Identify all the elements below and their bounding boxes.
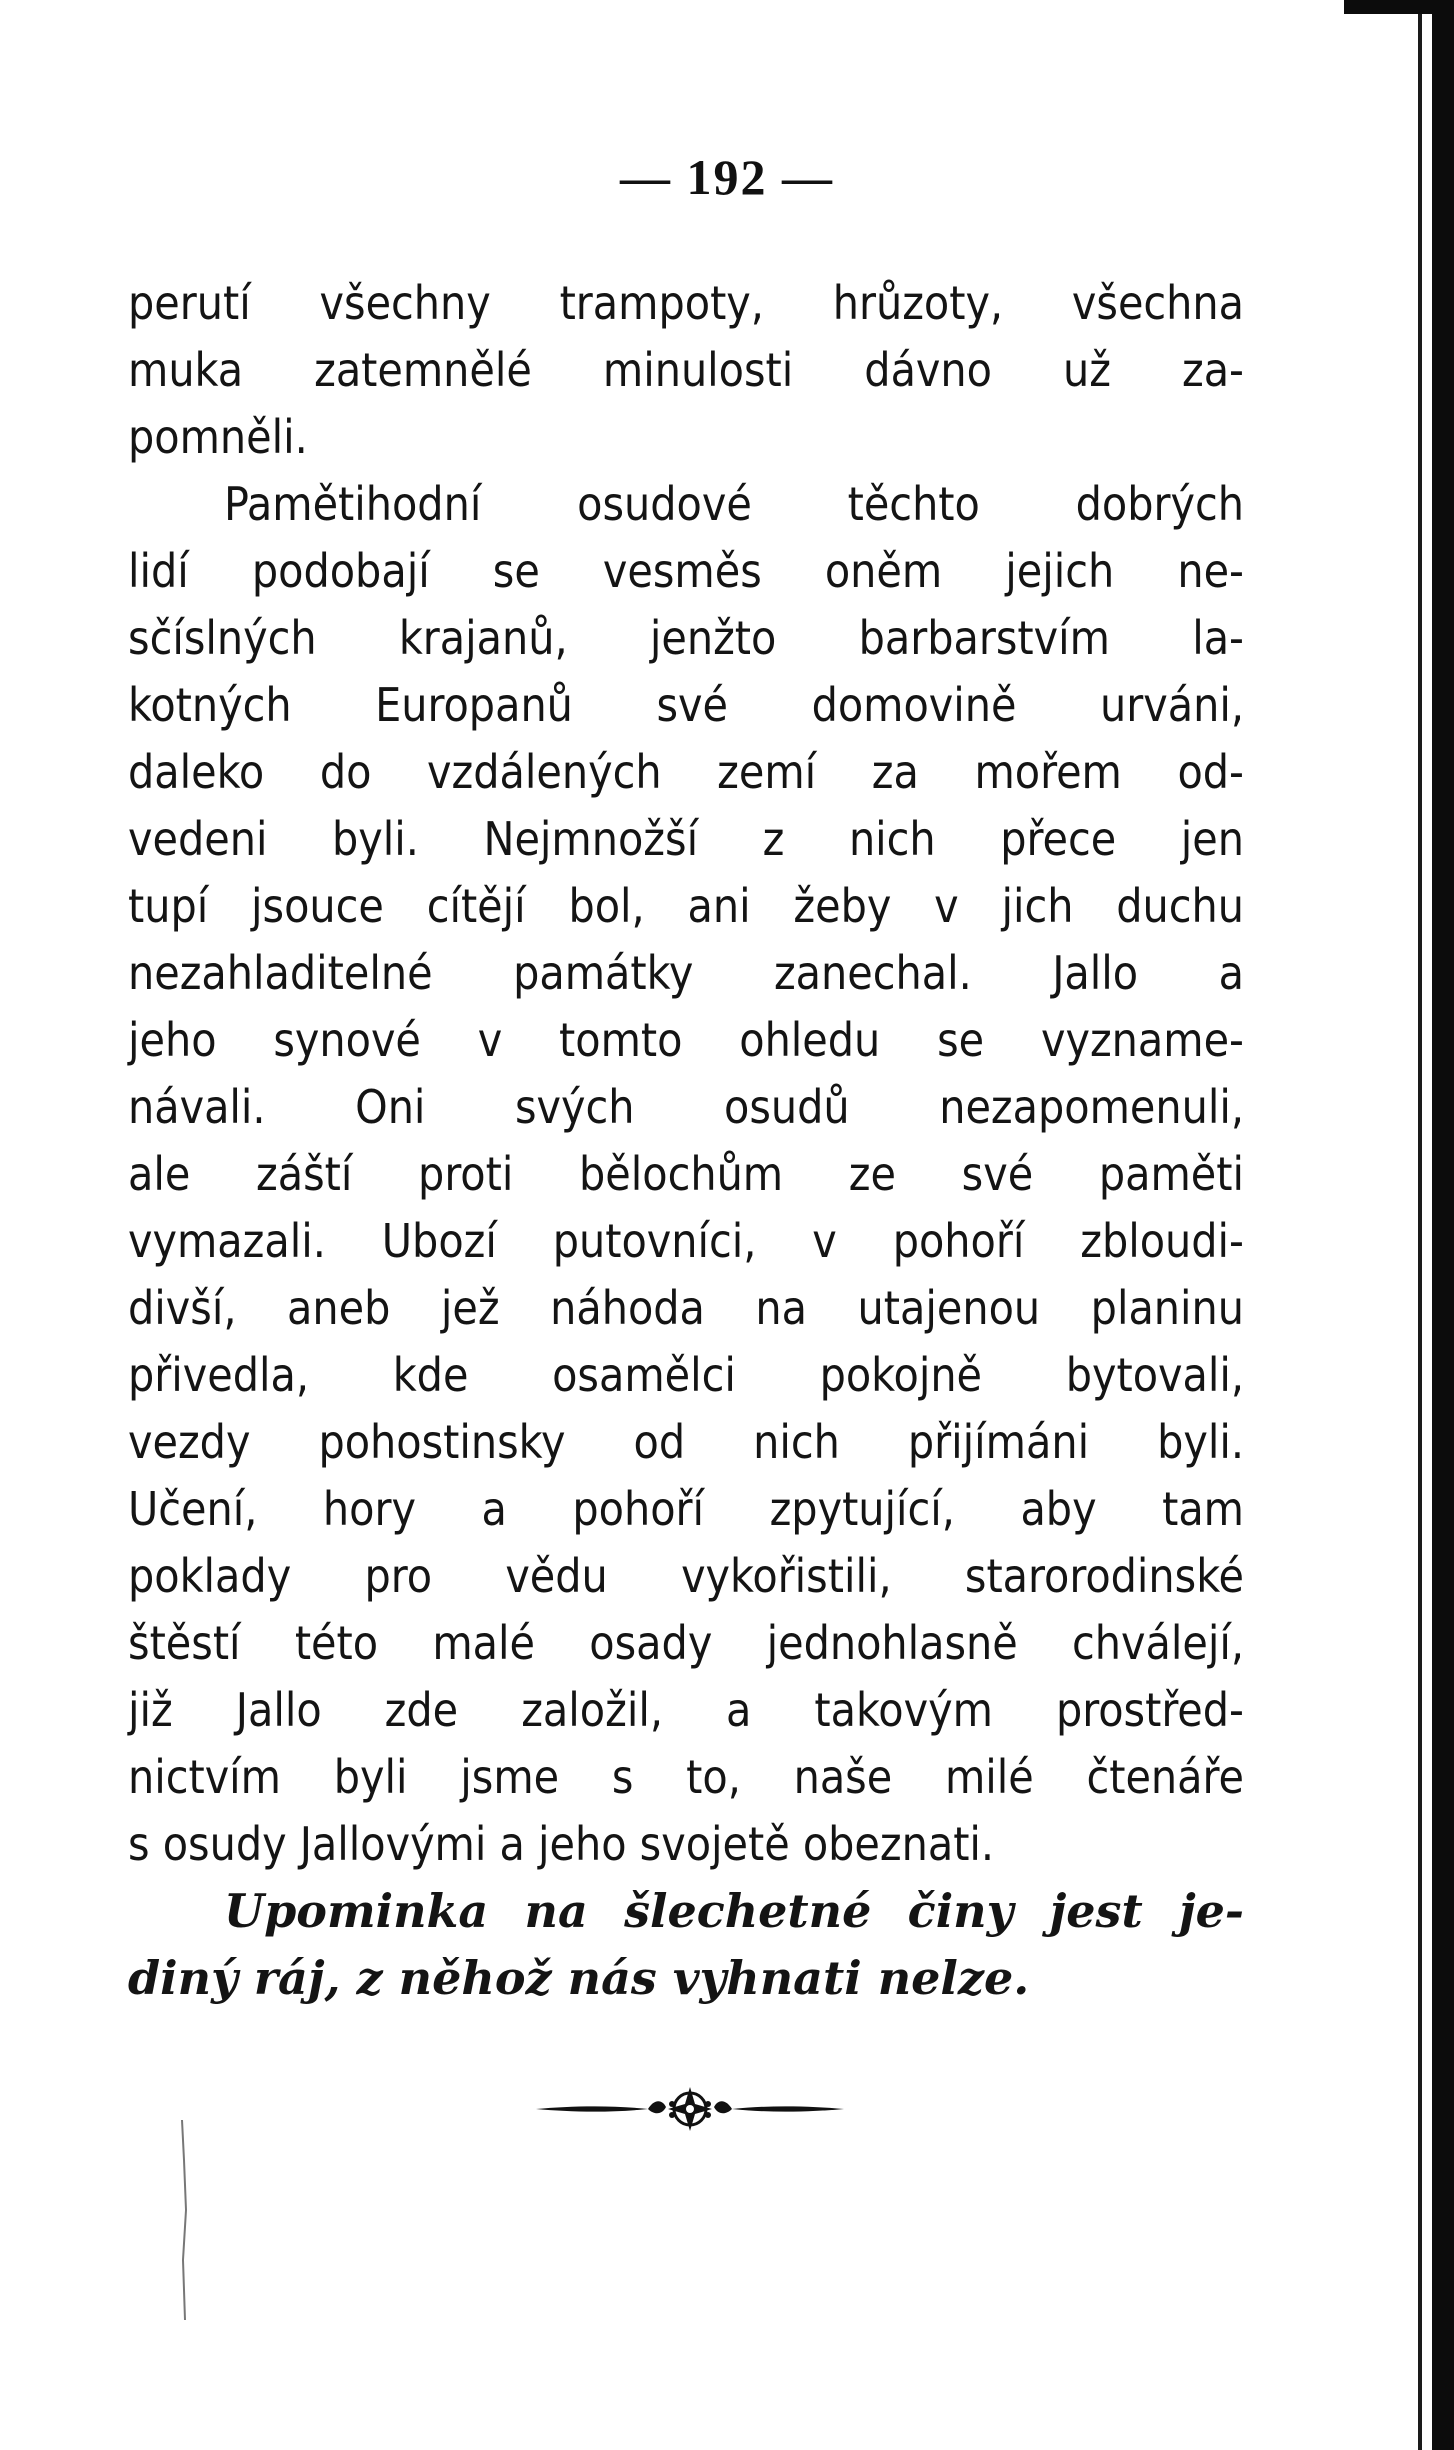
closing-line: diný ráj, z něhož nás vyhnati nelze.: [128, 1951, 1030, 2005]
scan-frame-right: [1432, 0, 1454, 2450]
scan-frame-right-inner: [1418, 0, 1422, 2450]
text-line: návali. Oni svých osudů nezapomenuli,: [128, 1080, 1244, 1134]
text-line: Učení, hory a pohoří zpytující, aby tam: [128, 1482, 1244, 1536]
text-line: daleko do vzdálených zemí za mořem od-: [128, 745, 1244, 799]
text-line: nictvím byli jsme s to, naše milé čtenáře: [128, 1750, 1244, 1804]
text-line: vezdy pohostinsky od nich přijímáni byli.: [128, 1415, 1244, 1469]
text-line: kotných Europanů své domovině urváni,: [128, 678, 1244, 732]
page-number: — 192 —: [620, 149, 834, 205]
text-line: poklady pro vědu vykořistili, starorodinské: [128, 1549, 1244, 1603]
text-line: jeho synové v tomto ohledu se vyzname-: [128, 1013, 1244, 1067]
text-line: perutí všechny trampoty, hrůzoty, všechna: [128, 276, 1244, 330]
text-line: s osudy Jallovými a jeho svojetě obeznati.: [128, 1817, 995, 1871]
text-line: tupí jsouce cítějí bol, ani žeby v jich duchu: [128, 879, 1244, 933]
text-line: již Jallo zde založil, a takovým prostřed-: [128, 1683, 1244, 1737]
decorative-divider-icon: [530, 2078, 850, 2138]
text-line: štěstí této malé osady jednohlasně chválejí,: [128, 1616, 1244, 1670]
text-line: muka zatemnělé minulosti dávno už za-: [128, 343, 1244, 397]
text-line: přivedla, kde osamělci pokojně bytovali,: [128, 1348, 1244, 1402]
main-text: [128, 270, 1244, 2012]
text-line: vymazali. Ubozí putovníci, v pohoří zbloudi-: [128, 1214, 1244, 1268]
text-line: ale záští proti bělochům ze své paměti: [128, 1147, 1244, 1201]
scan-margin-mark: [178, 2120, 192, 2320]
text-line: lidí podobají se vesměs oněm jejich ne-: [128, 544, 1244, 598]
text-line: pomněli.: [128, 410, 308, 464]
text-line: sčíslných krajanů, jenžto barbarstvím la-: [128, 611, 1244, 665]
closing-line: Upominka na šlechetné činy jest je-: [224, 1884, 1244, 1938]
scan-frame-top: [1344, 0, 1454, 14]
text-line: Pamětihodní osudové těchto dobrých: [224, 477, 1244, 531]
text-line: nezahladitelné památky zanechal. Jallo a: [128, 946, 1244, 1000]
text-line: divší, aneb jež náhoda na utajenou planinu: [128, 1281, 1244, 1335]
text-line: vedeni byli. Nejmnožší z nich přece jen: [128, 812, 1244, 866]
